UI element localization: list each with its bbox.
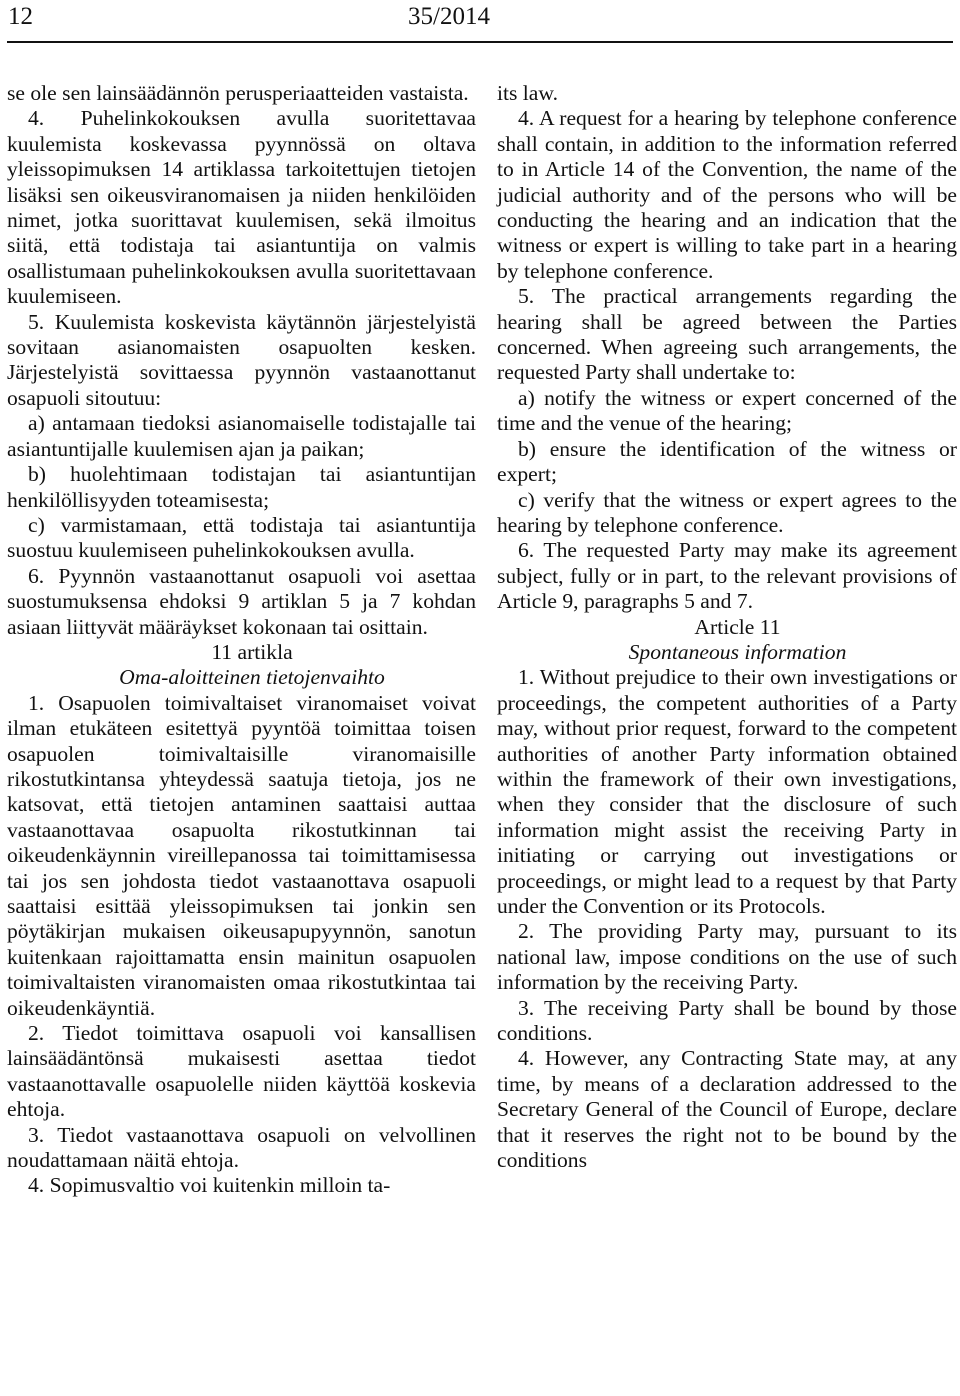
paragraph: 2. Tiedot toimittava osapuoli voi kansallisen lainsäädäntönsä mukaisesti asettaa tiedot vastaanottavalle osapuolelle niiden käyttöä koskevia ehtoja. [7,1021,476,1122]
paragraph: 4. A request for a hearing by telephone conference shall contain, in addition to the information referred to in Article 14 of the Convention, the name of the judicial authority and of the persons who will be conducting the hearing and an indication that the witness or expert is willing to take part in a hearing by telephone conference. [497,106,957,283]
paragraph: 1. Osapuolen toimivaltaiset viranomaiset voivat ilman etukäteen esitettyä pyyntöä toimittaa toisen osapuolen toimivaltaisille viranomaisille rikostutkintansa yhteydessä saatuja tietoja, jos ne katsovat, että tietojen antaminen saattaisi auttaa vastaanottavaa osapuolta rikostutkinnan tai oikeudenkäynnin vireillepanossa tai toimittamisessa tai jos sen johdosta tiedot vastaanottava osapuoli saattaisi esittää yleissopimuksen tai jonkin sen pöytäkirjan mukaisen oikeusapupyynnön, sanotun kuitenkaan rajoittamatta ensin mainitun osapuolen toimivaltaisten viranomaisten omaa rikostutkintaa tai oikeudenkäyntiä. [7,690,476,1020]
paragraph: b) huolehtimaan todistajan tai asiantuntijan henkilöllisyyden toteamisesta; [7,462,476,512]
paragraph: a) antamaan tiedoksi asianomaiselle todistajalle tai asiantuntijalle kuulemisen ajan ja paikan; [7,411,476,461]
article-number: Article 11 [694,614,781,639]
paragraph: b) ensure the identification of the witness or expert; [497,436,957,487]
paragraph: 5. The practical arrangements regarding the hearing shall be agreed between the Parties concerned. When agreeing such arrangements, the requested Party shall undertake to: [497,284,957,385]
paragraph: c) varmistamaan, että todistaja tai asiantuntija suostuu kuulemiseen puhelinkokouksen avulla. [7,512,476,563]
paragraph: its law. [497,81,558,105]
finnish-column [7,81,476,1199]
article-title: Oma-aloitteinen tietojenvaihto [119,665,385,690]
paragraph: c) verify that the witness or expert agrees to the hearing by telephone conference. [497,487,957,537]
article-number: 11 artikla [211,639,293,664]
issue-number: 35/2014 [408,3,490,30]
paragraph: 1. Without prejudice to their own investigations or proceedings, the competent authorities of a Party may, without prior request, forward to the competent authorities of another Party information obtained within the framework of their own investigations, when they consider that the disclosure of such information might assist the receiving Party in initiating or carrying out investigations or proceedings, or might lead to a request by that Party under the Convention or its Protocols. [497,665,957,918]
english-column [497,81,957,1173]
paragraph: a) notify the witness or expert concerned of the time and the venue of the hearing; [497,385,957,436]
paragraph: 6. Pyynnön vastaanottanut osapuoli voi asettaa suostumuksensa ehdoksi 9 artiklan 5 ja 7 kohdan asiaan liittyvät määräykset kokonaan tai osittain. [7,563,476,639]
paragraph: 4. Puhelinkokouksen avulla suoritettavaa kuulemista koskevassa pyynnössä on oltava yleissopimuksen 14 artiklassa tarkoitettujen tietojen lisäksi sen oikeusviranomaisen ja niiden henkilöiden nimet, jotka suorittavat kuulemisen, sekä ilmoitus siitä, että todistaja tai asiantuntija on valmis osallistumaan puhelinkokouksen avulla suoritettavaan kuulemiseen. [7,106,476,309]
paragraph: se ole sen lainsäädännön perusperiaatteiden vastaista. [7,81,469,105]
page-header [0,0,960,40]
paragraph: 4. Sopimusvaltio voi kuitenkin milloin ta- [28,1173,391,1198]
paragraph: 5. Kuulemista koskevista käytännön järjestelyistä sovitaan asianomaisten osapuolten kesken. Järjestelyistä sovittaessa pyynnön vastaanottanut osapuoli sitoutuu: [7,309,476,410]
paragraph: 4. However, any Contracting State may, at any time, by means of a declaration addressed to the Secretary General of the Council of Europe, declare that it reserves the right not to be bound by the conditions [497,1046,957,1173]
article-title: Spontaneous information [628,639,847,664]
header-rule [7,41,953,43]
paragraph: 3. Tiedot vastaanottava osapuoli on velvollinen noudattamaan näitä ehtoja. [7,1122,476,1173]
paragraph: 3. The receiving Party shall be bound by those conditions. [497,995,957,1046]
page-number: 12 [8,3,33,30]
paragraph: 2. The providing Party may, pursuant to its national law, impose conditions on the use of such information by the receiving Party. [497,919,957,995]
paragraph: 6. The requested Party may make its agreement subject, fully or in part, to the relevant provisions of Article 9, paragraphs 5 and 7. [497,538,957,614]
